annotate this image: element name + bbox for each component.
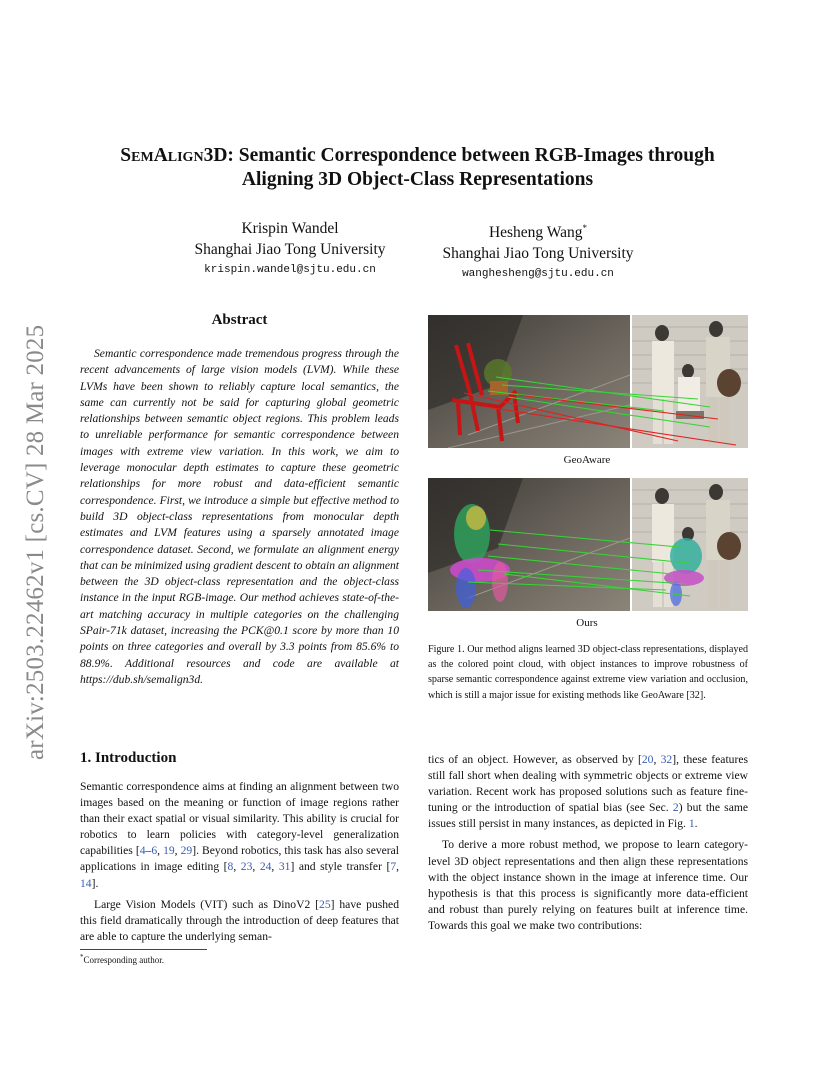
- author-affiliation: Shanghai Jiao Tong University: [194, 241, 386, 258]
- author-affiliation: Shanghai Jiao Tong University: [442, 245, 634, 263]
- footnote-divider: [80, 949, 207, 950]
- section-link[interactable]: 2: [672, 801, 679, 815]
- footnote-text: Corresponding author.: [83, 955, 164, 965]
- footnote-mark: *: [80, 953, 84, 961]
- author-block-1: [165, 218, 415, 281]
- title-line2: Aligning 3D Object-Class Representations: [241, 169, 594, 190]
- citation-link[interactable]: 29: [180, 844, 193, 858]
- citation-link[interactable]: 4: [139, 844, 146, 858]
- figure-caption: Figure 1. Our method aligns learned 3D object-class representations, displayed as the colored point cloud, with object instances to improve robustness of sparse semantic correspondence against extreme view variation and occlusion, which is still a major issue for existing methods like GeoAware [32].: [428, 644, 748, 701]
- citation-link[interactable]: 8: [227, 860, 234, 874]
- author-email: krispin.wandel@sjtu.edu.cn: [204, 264, 376, 276]
- abstract-body: Semantic correspondence made tremendous progress through the recent advancements of large vision models (LVM). While these LVMs have been shown to reliably capture local semantics, the same can currently not be said for capturing global geometric relationships between semantic object regions. This problem leads to unreliable performance for semantic correspondence between images with extreme view variation. In this work, we aim to leverage monocular depth estimates to capture these geometric relationships for more robust and data-efficient semantic correspondence. First, we introduce a simple but effective method to build 3D object-class representations from monocular depth estimates and LVM features using a sparsely annotated image correspondence dataset. Second, we formulate an alignment energy that can be minimized using gradient descent to obtain an alignment between the 3D object-class representation and the object-class instance in the input RGB-image. Our method achieves state-of-the-art matching accuracy in multiple categories on the challenging SPair-71k dataset, increasing the PCK@0.1 score by more than 10 points on three categories and overall by 3.3 points from 85.6% to 88.9%. Additional resources and code are available at https://dub.sh/semalign3d.: [80, 347, 399, 686]
- title-method-suffix: 3D: [203, 145, 228, 166]
- citation-link[interactable]: 23: [240, 860, 253, 874]
- footnote: [80, 953, 164, 965]
- author-block-2: [413, 218, 663, 285]
- figure-label-ours: Ours: [576, 617, 598, 629]
- section-heading-introduction: 1. Introduction: [80, 750, 177, 766]
- title-line1-rest: : Semantic Correspondence between RGB-Images through: [227, 145, 715, 166]
- left-column-body: [80, 779, 399, 950]
- intro-paragraph-4: To derive a more robust method, we propose to learn category-level 3D object representations and then align these representations with the object instance shown in the image at inference time. Our hypothesis is that this process is significantly more data-efficient and robust than purely relying on features built at inference time. Towards this goal we make two contributions:: [428, 838, 748, 932]
- citation-link[interactable]: 24: [259, 860, 272, 874]
- author-name: Hesheng Wang: [488, 224, 583, 242]
- citation-link[interactable]: 6: [151, 844, 158, 858]
- citation-link[interactable]: 31: [278, 860, 291, 874]
- citation-link[interactable]: 7: [390, 860, 397, 874]
- paper-title: [80, 144, 755, 192]
- citation-link[interactable]: 14: [80, 876, 92, 890]
- arxiv-identifier: arXiv:2503.22462v1 [cs.CV] 28 Mar 2025: [22, 324, 49, 760]
- intro-paragraph-3: tics of an object. However, as observed by [20, 32], these features still fall short when dealing with symmetric objects or extreme view variation. Recent work has proposed solutions such as feature fine-tuning or the introduction of spatial bias (see Sec. 2) but the same issues still persist in many instances, as depicted in Fig. 1.: [428, 753, 749, 831]
- right-column-body: [428, 752, 748, 939]
- title-method-name: SemAlign: [120, 145, 204, 166]
- citation-link[interactable]: 19: [163, 844, 175, 858]
- intro-paragraph-1: Semantic correspondence aims at finding an alignment between two images based on the meaning or function of image regions rather than their exact spatial or visual similarity. This ability is crucial for robotics to learn policies with category-level generalization capabilities [4–6, 19, 29]. Beyond robotics, this task has also several applications in image editing [8, 23, 24, 31] and style transfer [7, 14].: [80, 780, 400, 890]
- figure-match-lines-geoaware: [428, 315, 748, 448]
- figure-match-lines-ours: [428, 478, 748, 611]
- citation-link[interactable]: 25: [319, 897, 331, 911]
- figure-link[interactable]: 1: [688, 817, 695, 831]
- figure-label-geoaware: GeoAware: [563, 454, 611, 466]
- corresponding-mark: *: [582, 223, 588, 233]
- intro-paragraph-2: Large Vision Models (VIT) such as DinoV2 [25] have pushed this field dramatically through the introduction of deep features that are able to capture the underlying seman-: [80, 897, 399, 943]
- author-email: wanghesheng@sjtu.edu.cn: [462, 268, 614, 281]
- citation-link[interactable]: 20: [641, 753, 654, 766]
- abstract-heading: Abstract: [211, 312, 268, 328]
- citation-link[interactable]: 32: [660, 753, 673, 766]
- author-name: Krispin Wandel: [241, 220, 339, 237]
